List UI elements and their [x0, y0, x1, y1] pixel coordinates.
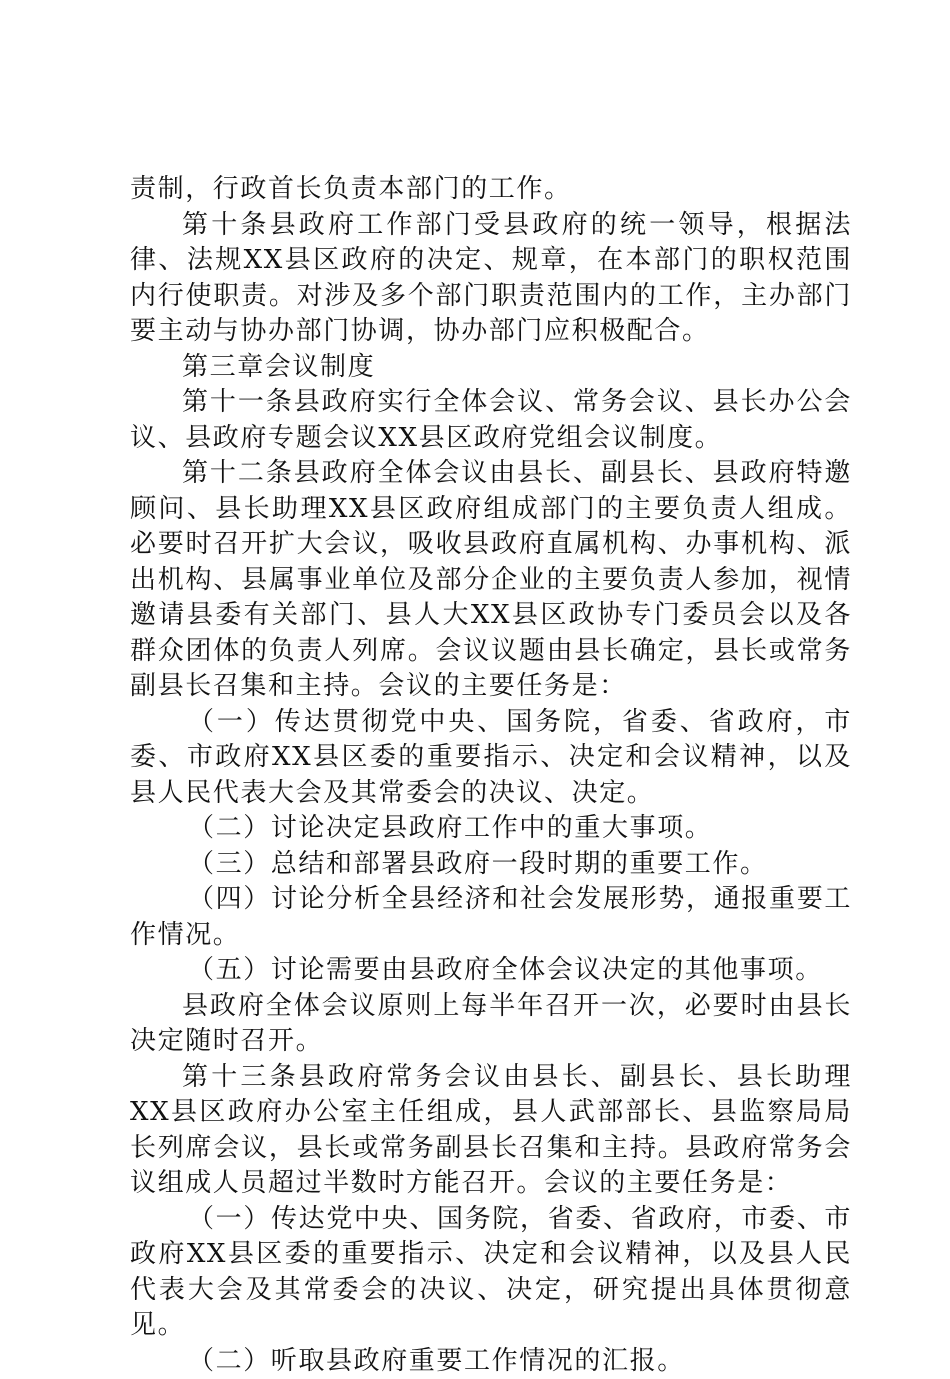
list-item: （五）讨论需要由县政府全体会议决定的其他事项。	[130, 953, 852, 989]
paragraph: 责制，行政首长负责本部门的工作。	[130, 172, 852, 208]
document-body	[130, 172, 852, 1379]
paragraph-article-11: 第十一条县政府实行全体会议、常务会议、县长办公会议、县政府专题会议XX县区政府党组会议制度。	[130, 385, 852, 456]
list-item: （二）讨论决定县政府工作中的重大事项。	[130, 811, 852, 847]
list-item: （一）传达党中央、国务院，省委、省政府，市委、市政府XX县区委的重要指示、决定和会议精神，以及县人民代表大会及其常委会的决议、决定，研究提出具体贯彻意见。	[130, 1202, 852, 1344]
chapter-heading: 第三章会议制度	[130, 350, 852, 386]
paragraph: 县政府全体会议原则上每半年召开一次，必要时由县长决定随时召开。	[130, 989, 852, 1060]
list-item: （一）传达贯彻党中央、国务院，省委、省政府，市委、市政府XX县区委的重要指示、决定和会议精神，以及县人民代表大会及其常委会的决议、决定。	[130, 705, 852, 812]
list-item: （四）讨论分析全县经济和社会发展形势，通报重要工作情况。	[130, 882, 852, 953]
paragraph-article-13: 第十三条县政府常务会议由县长、副县长、县长助理XX县区政府办公室主任组成，县人武部部长、县监察局局长列席会议，县长或常务副县长召集和主持。县政府常务会议组成人员超过半数时方能召开。会议的主要任务是：	[130, 1060, 852, 1202]
list-item: （二）听取县政府重要工作情况的汇报。	[130, 1344, 852, 1379]
paragraph-article-10: 第十条县政府工作部门受县政府的统一领导，根据法律、法规XX县区政府的决定、规章，在本部门的职权范围内行使职责。对涉及多个部门职责范围内的工作，主办部门要主动与协办部门协调，协办部门应积极配合。	[130, 208, 852, 350]
list-item: （三）总结和部署县政府一段时期的重要工作。	[130, 847, 852, 883]
paragraph-article-12: 第十二条县政府全体会议由县长、副县长、县政府特邀顾问、县长助理XX县区政府组成部门的主要负责人组成。必要时召开扩大会议，吸收县政府直属机构、办事机构、派出机构、县属事业单位及部分企业的主要负责人参加，视情邀请县委有关部门、县人大XX县区政协专门委员会以及各群众团体的负责人列席。会议议题由县长确定，县长或常务副县长召集和主持。会议的主要任务是：	[130, 456, 852, 705]
